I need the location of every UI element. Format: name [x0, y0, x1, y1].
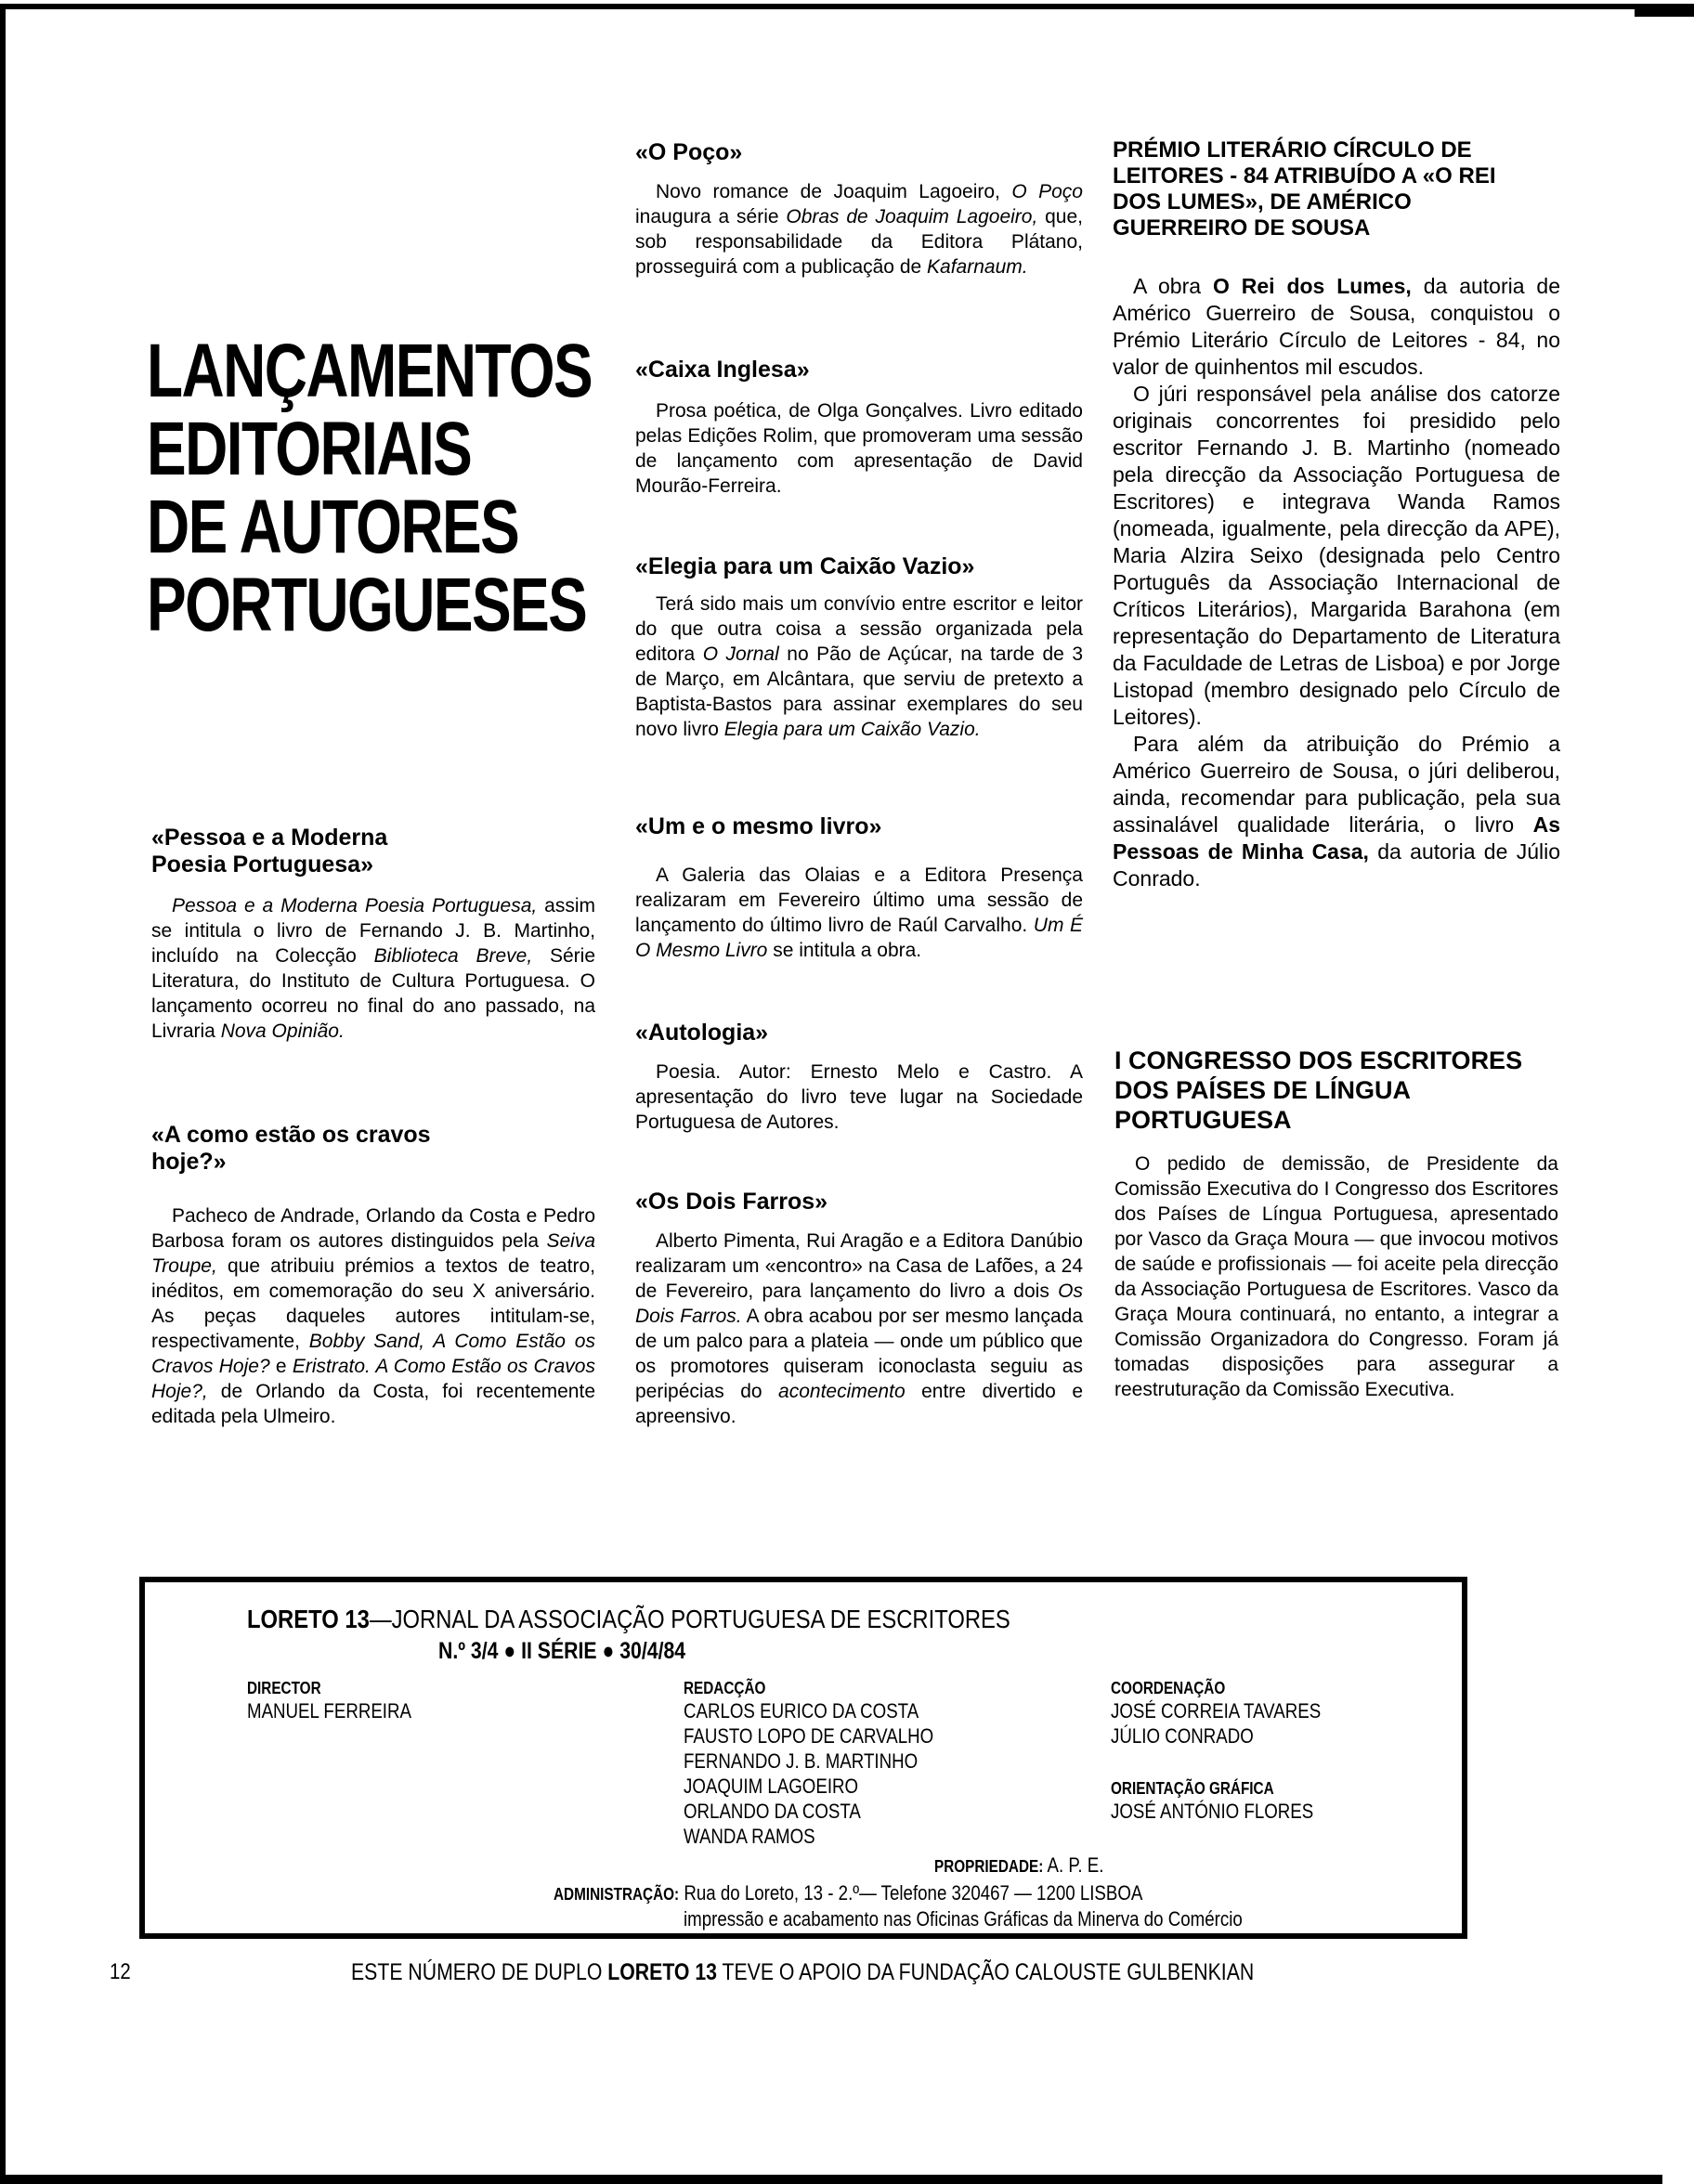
- article-body: O júri responsável pela análise dos catorze originais concorrentes foi presidido pelo escritor Fernando J. B. Martinho (nomeado pela direcção da Associação Portuguesa de Escritores) e integrava Wanda Ramos (nomeada, igualmente, pela direcção da APE), Maria Alzira Seixo (designada pelo Centro Português da Associação Internacional de Críticos Literários), Margarida Barahona (em representação do Departamento de Literatura da Faculdade de Letras de Lisboa) e por Jorge Listopad (membro designado pelo Círculo de Leitores).: [1113, 382, 1560, 729]
- masthead-coordenacao: [1111, 1679, 1358, 1748]
- page-border-top: [4, 4, 1638, 9]
- article-body: Prosa poética, de Olga Gonçalves. Livro editado pelas Edições Rolim, que promoveram uma sessão de lançamento com apresentação de David Mourão-Ferreira.: [635, 400, 1083, 497]
- headline-line: EDITORIAIS: [147, 407, 472, 491]
- staff-name: ORLANDO DA COSTA: [684, 1800, 861, 1823]
- article-title: «A como estão os cravos hoje?»: [151, 1122, 431, 1175]
- article-premio: [1113, 137, 1560, 892]
- masthead-title: [247, 1605, 1145, 1634]
- article-body: Alberto Pimenta, Rui Aragão e a Editora Danúbio realizaram um «encontro» na Casa de Lafões, a 24 de Fevereiro, para lançamento do livro a dois Os Dois Farros. A obra acabou por ser mesmo lançada de um palco para a plateia — onde um público que os promotores quiseram iconoclasta seguiu as peripécias do acontecimento entre divertido e apreensivo.: [635, 1230, 1083, 1427]
- article-title: «Um e o mesmo livro»: [635, 813, 882, 839]
- section-label: ORIENTAÇÃO GRÁFICA: [1111, 1779, 1274, 1798]
- staff-name: CARLOS EURICO DA COSTA: [684, 1699, 919, 1722]
- article-title: I CONGRESSO DOS ESCRITORES DOS PAÍSES DE LÍNGUA PORTUGUESA: [1114, 1046, 1523, 1134]
- article-elegia: [635, 553, 1083, 742]
- article-autologia: [635, 1020, 1083, 1135]
- staff-name: MANUEL FERREIRA: [247, 1699, 411, 1722]
- staff-name: JÚLIO CONRADO: [1111, 1724, 1254, 1748]
- page-number: 12: [110, 1959, 131, 1984]
- article-title: «Os Dois Farros»: [635, 1189, 828, 1215]
- section-label: COORDENAÇÃO: [1111, 1679, 1226, 1697]
- staff-name: FAUSTO LOPO DE CARVALHO: [684, 1724, 934, 1748]
- article-body: Para além da atribuição do Prémio a Américo Guerreiro de Sousa, o júri deliberou, ainda, recomendar para publicação, pela sua assinalável qualidade literária, o livro As Pessoas de Minha Casa, da autoria de Júlio Conrado.: [1113, 732, 1560, 890]
- article-body: Pacheco de Andrade, Orlando da Costa e Pedro Barbosa foram os autores distinguidos pela Seiva Troupe, que atribuiu prémios a textos de teatro, inéditos, em comemoração do seu X aniversário. As peças daqueles autores intitulam-se, respectivamente, Bobby Sand, A Como Estão os Cravos Hoje? e Eristrato. A Como Estão os Cravos Hoje?, de Orlando da Costa, foi recentemente editada pela Ulmeiro.: [151, 1205, 595, 1427]
- masthead-issue: N.º 3/4 ● II SÉRIE ● 30/4/84: [438, 1638, 686, 1664]
- article-congresso: [1114, 1046, 1558, 1402]
- main-headline: [147, 329, 593, 647]
- section-label: DIRECTOR: [247, 1679, 321, 1697]
- masthead-propriedade: PROPRIEDADE: A. P. E.: [934, 1853, 1104, 1877]
- article-title: «Pessoa e a Moderna Poesia Portuguesa»: [151, 825, 388, 878]
- headline-line: LANÇAMENTOS: [147, 329, 593, 413]
- headline-line: PORTUGUESES: [147, 563, 587, 647]
- article-pessoa: [151, 825, 595, 1044]
- masthead-brand: LORETO 13: [247, 1605, 370, 1633]
- page-border-left: [0, 4, 6, 2184]
- staff-name: JOSÉ ANTÓNIO FLORES: [1111, 1800, 1314, 1823]
- article-title: «Caixa Inglesa»: [635, 357, 810, 383]
- staff-name: WANDA RAMOS: [684, 1825, 815, 1848]
- article-um-e-o-mesmo: [635, 813, 1083, 963]
- page-border-corner: [1635, 4, 1694, 17]
- article-body: Novo romance de Joaquim Lagoeiro, O Poço inaugura a série Obras de Joaquim Lagoeiro, que, sob responsabilidade da Editora Plátano, prosseguirá com a publicação de Kafarnaum.: [635, 181, 1083, 278]
- article-body: O pedido de demissão, de Presidente da Comissão Executiva do I Congresso dos Escritores dos Países de Língua Portuguesa, apresentado por Vasco da Graça Moura — que invocou motivos de saúde e profissionais — foi aceite pela direcção da Associação Portuguesa de Escritores. Vasco da Graça Moura continuará, no entanto, a integrar a Comissão Organizadora do Congresso. Foram já tomadas disposições para assegurar a reestruturação da Comissão Executiva.: [1114, 1153, 1558, 1400]
- article-caixa-inglesa: [635, 357, 1083, 499]
- masthead-subtitle: —JORNAL DA ASSOCIAÇÃO PORTUGUESA DE ESCRITORES: [369, 1605, 1010, 1633]
- article-cravos: [151, 1122, 595, 1429]
- masthead-director: [247, 1679, 440, 1723]
- article-o-poco: [635, 139, 1083, 280]
- footer-sponsor-note: ESTE NÚMERO DE DUPLO LORETO 13 TEVE O APOIO DA FUNDAÇÃO CALOUSTE GULBENKIAN: [351, 1959, 1255, 1985]
- masthead-orientacao: [1111, 1779, 1349, 1824]
- masthead-redaccao: [684, 1679, 978, 1849]
- masthead-administracao: ADMINISTRAÇÃO: Rua do Loreto, 13 - 2.º— Telefone 320467 — 1200 LISBOA: [554, 1881, 1143, 1904]
- section-label: REDACÇÃO: [684, 1679, 766, 1697]
- article-title: «O Poço»: [635, 139, 743, 165]
- article-title: PRÉMIO LITERÁRIO CÍRCULO DE LEITORES - 84 ATRIBUÍDO A «O REI DOS LUMES», DE AMÉRICO GUERREIRO DE SOUSA: [1113, 137, 1496, 240]
- headline-line: DE AUTORES: [147, 485, 519, 569]
- staff-name: JOSÉ CORREIA TAVARES: [1111, 1699, 1322, 1722]
- article-title: «Elegia para um Caixão Vazio»: [635, 553, 975, 579]
- staff-name: FERNANDO J. B. MARTINHO: [684, 1749, 919, 1773]
- article-body: Pessoa e a Moderna Poesia Portuguesa, assim se intitula o livro de Fernando J. B. Martinho, incluído na Colecção Biblioteca Breve, Série Literatura, do Instituto de Cultura Portuguesa. O lançamento ocorreu no final do ano passado, na Livraria Nova Opinião.: [151, 895, 596, 1042]
- article-body: Poesia. Autor: Ernesto Melo e Castro. A apresentação do livro teve lugar na Sociedade Portuguesa de Autores.: [635, 1061, 1083, 1133]
- article-dois-farros: [635, 1189, 1083, 1429]
- masthead-box: [139, 1577, 1467, 1939]
- article-body: A Galeria das Olaias e a Editora Presença realizaram em Fevereiro último uma sessão de lançamento do último livro de Raúl Carvalho. Um É O Mesmo Livro se intitula a obra.: [635, 864, 1084, 961]
- article-title: «Autologia»: [635, 1020, 769, 1046]
- staff-name: JOAQUIM LAGOEIRO: [684, 1774, 859, 1798]
- article-body: A obra O Rei dos Lumes, da autoria de Américo Guerreiro de Sousa, conquistou o Prémio Literário Círculo de Leitores - 84, no valor de quinhentos mil escudos.: [1113, 274, 1561, 379]
- masthead-impressao: impressão e acabamento nas Oficinas Gráficas da Minerva do Comércio: [684, 1907, 1243, 1930]
- article-body: Terá sido mais um convívio entre escritor e leitor do que outra coisa a sessão organizada pela editora O Jornal no Pão de Açúcar, na tarde de 3 de Março, em Alcântara, que serviu de pretexto a Baptista-Bastos para assinar exemplares do seu novo livro Elegia para um Caixão Vazio.: [635, 593, 1083, 740]
- page-border-bottom: [0, 2175, 1662, 2184]
